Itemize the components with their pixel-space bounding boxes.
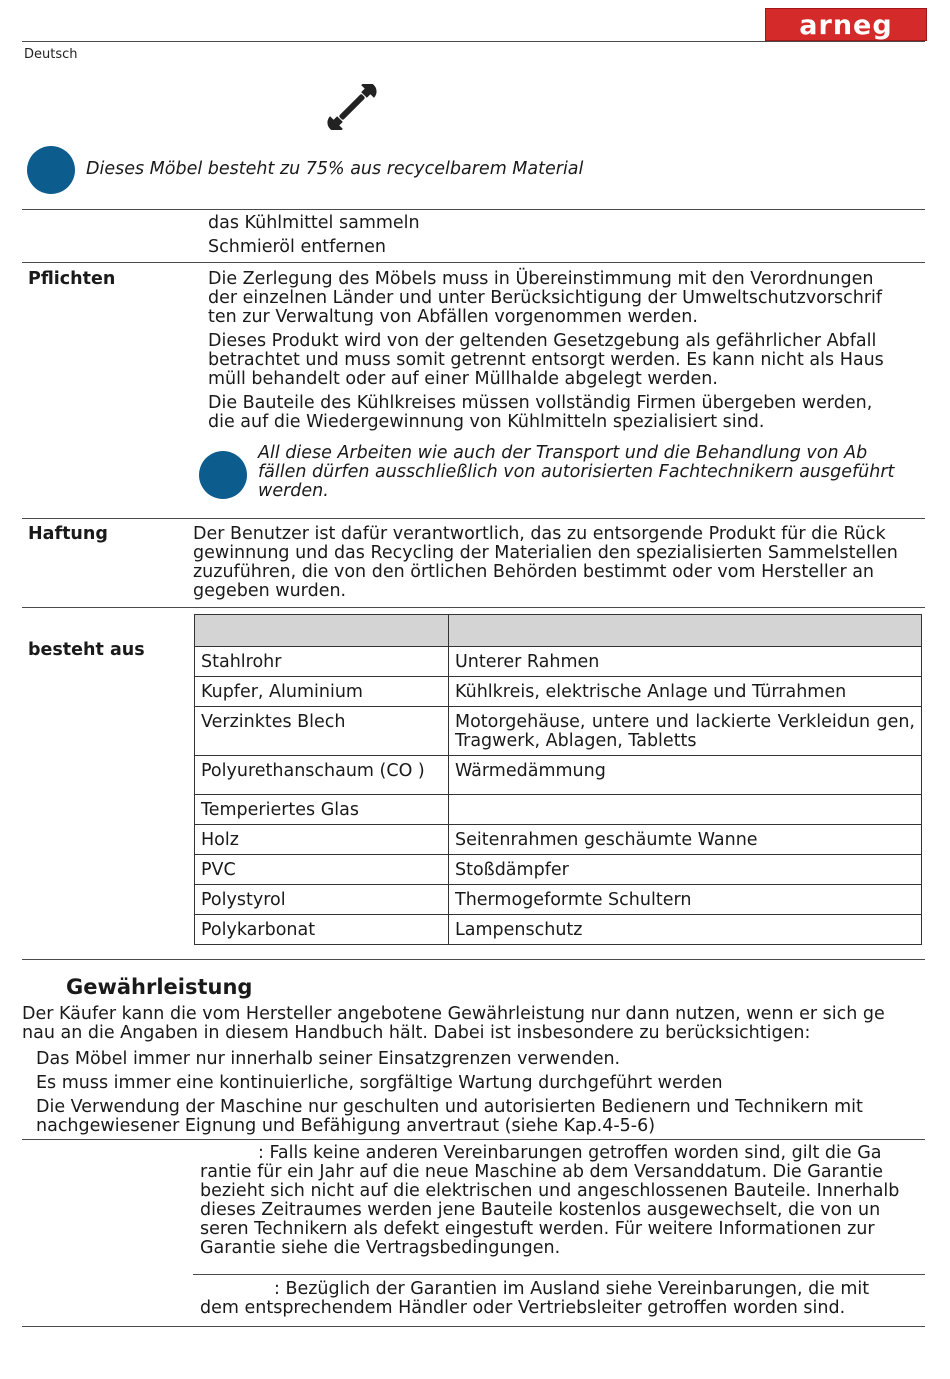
- warranty-item: Es muss immer eine kontinuierliche, sorgfältige Wartung durchgeführt werden: [36, 1073, 723, 1093]
- table-header-row: [195, 615, 922, 647]
- materials-table: [194, 614, 922, 945]
- section-rule: [22, 1139, 925, 1140]
- warranty-block-2: [200, 1280, 920, 1318]
- text-line: ten zur Verwaltung von Abfällen vorgenommen werden.: [208, 307, 698, 327]
- text-line: zuzuführen, die von den örtlichen Behörden bestimmt oder vom Hersteller an: [193, 562, 875, 582]
- text-line: bezieht sich nicht auf die elektrischen und angeschlossenen Bauteile. Innerhalb: [200, 1181, 900, 1201]
- language-label: Deutsch: [24, 47, 78, 62]
- text-line: nachgewiesener Eignung und Befähigung anvertraut (siehe Kap.4-5-6): [36, 1116, 656, 1136]
- warranty-title: Gewährleistung: [66, 975, 253, 999]
- material-cell: Polyurethanschaum (CO ): [195, 756, 449, 795]
- text-line: gewinnung und das Recycling der Materialien den spezialisierten Sammelstellen: [193, 543, 898, 563]
- materials-label: besteht aus: [28, 640, 145, 660]
- haftung-label: Haftung: [28, 524, 108, 544]
- text-line: gegeben wurden.: [193, 581, 347, 601]
- text-line: Garantie siehe die Vertragsbedingungen.: [200, 1238, 561, 1258]
- pflichten-label: Pflichten: [28, 269, 116, 289]
- text-line: rantie für ein Jahr auf die neue Maschine ab dem Versanddatum. Die Garantie: [200, 1162, 884, 1182]
- step-line: Schmieröl entfernen: [208, 237, 386, 257]
- text-line: müll behandelt oder auf einer Müllhalde abgelegt werden.: [208, 369, 718, 389]
- text-line: der einzelnen Länder und unter Berücksichtigung der Umweltschutzvorschrif: [208, 288, 883, 308]
- section-rule: [22, 959, 925, 960]
- use-cell: Seitenrahmen geschäumte Wanne: [449, 825, 922, 855]
- table-row: [195, 795, 922, 825]
- brand-logo: arneg: [765, 8, 927, 41]
- text-line: nau an die Angaben in diesem Handbuch hält. Dabei ist insbesondere zu berücksichtigen:: [22, 1023, 811, 1043]
- section-rule: [22, 209, 925, 210]
- recycle-note: Dieses Möbel besteht zu 75% aus recycelbarem Material: [86, 159, 584, 179]
- material-cell: Holz: [195, 825, 449, 855]
- use-cell: [449, 795, 922, 825]
- text-line: All diese Arbeiten wie auch der Transport und die Behandlung von Ab: [258, 443, 868, 463]
- use-cell: Thermogeformte Schultern: [449, 885, 922, 915]
- table-row: [195, 825, 922, 855]
- use-cell: Wärmedämmung: [449, 756, 922, 795]
- table-row: [195, 885, 922, 915]
- text-line: seren Technikern als defekt eingestuft werden. Für weitere Informationen zur: [200, 1219, 875, 1239]
- header-rule: [22, 41, 925, 42]
- text-line: dieses Zeitraumes werden jene Bauteile kostenlos ausgewechselt, die von un: [200, 1200, 881, 1220]
- use-cell: Stoßdämpfer: [449, 855, 922, 885]
- table-row: [195, 855, 922, 885]
- table-row: [195, 756, 922, 795]
- text-line: Die Verwendung der Maschine nur geschulten und autorisierten Bedienern und Technikern mit: [36, 1097, 863, 1117]
- table-row: [195, 707, 922, 756]
- use-cell: Kühlkreis, elektrische Anlage und Türrahmen: [449, 677, 922, 707]
- text-line: Die Bauteile des Kühlkreises müssen vollständig Firmen übergeben werden,: [208, 393, 873, 413]
- step-line: das Kühlmittel sammeln: [208, 213, 420, 233]
- section-rule: [22, 518, 925, 519]
- pflichten-paragraph-2: [208, 332, 908, 389]
- text-line: : Bezüglich der Garantien im Ausland siehe Vereinbarungen, die mit: [274, 1279, 870, 1299]
- material-cell: PVC: [195, 855, 449, 885]
- material-cell: Verzinktes Blech: [195, 707, 449, 756]
- info-dot-icon: [27, 146, 75, 194]
- pflichten-paragraph-1: [208, 270, 908, 327]
- material-cell: Kupfer, Aluminium: [195, 677, 449, 707]
- section-rule: [22, 607, 925, 608]
- pflichten-note: [258, 444, 918, 501]
- table-row: [195, 647, 922, 677]
- material-cell: Polykarbonat: [195, 915, 449, 945]
- text-line: betrachtet und muss somit getrennt entsorgt werden. Es kann nicht als Haus: [208, 350, 884, 370]
- warranty-intro: [22, 1005, 927, 1043]
- material-cell: Stahlrohr: [195, 647, 449, 677]
- text-line: Dieses Produkt wird von der geltenden Gesetzgebung als gefährlicher Abfall: [208, 331, 877, 351]
- table-row: [195, 677, 922, 707]
- material-cell: Temperiertes Glas: [195, 795, 449, 825]
- warranty-block-1: [200, 1144, 920, 1258]
- haftung-text: [193, 525, 923, 601]
- text-line: die auf die Wiedergewinnung von Kühlmitteln spezialisiert sind.: [208, 412, 765, 432]
- section-rule: [22, 262, 925, 263]
- pflichten-paragraph-3: [208, 394, 908, 432]
- warranty-item: Das Möbel immer nur innerhalb seiner Einsatzgrenzen verwenden.: [36, 1049, 621, 1069]
- use-cell: Motorgehäuse, untere und lackierte Verkleidun gen, Tragwerk, Ablagen, Tabletts: [449, 707, 922, 756]
- text-line: dem entsprechendem Händler oder Vertriebsleiter getroffen worden sind.: [200, 1298, 846, 1318]
- block-rule: [193, 1274, 925, 1275]
- text-line: Der Benutzer ist dafür verantwortlich, das zu entsorgende Produkt für die Rück: [193, 524, 886, 544]
- wrench-icon: [326, 84, 378, 130]
- use-cell: Lampenschutz: [449, 915, 922, 945]
- table-header-cell: [195, 615, 449, 647]
- text-line: : Falls keine anderen Vereinbarungen getroffen worden sind, gilt die Ga: [258, 1143, 882, 1163]
- footer-rule: [22, 1326, 925, 1327]
- table-row: [195, 915, 922, 945]
- text-line: Die Zerlegung des Möbels muss in Übereinstimmung mit den Verordnungen: [208, 269, 874, 289]
- text-line: Der Käufer kann die vom Hersteller angebotene Gewährleistung nur dann nutzen, wenn er sich ge: [22, 1004, 885, 1024]
- info-dot-icon: [199, 451, 247, 499]
- text-line: werden.: [258, 481, 329, 501]
- warranty-item: [36, 1098, 916, 1136]
- table-header-cell: [449, 615, 922, 647]
- use-cell: Unterer Rahmen: [449, 647, 922, 677]
- material-cell: Polystyrol: [195, 885, 449, 915]
- text-line: fällen dürfen ausschließlich von autorisierten Fachtechnikern ausgeführt: [258, 462, 895, 482]
